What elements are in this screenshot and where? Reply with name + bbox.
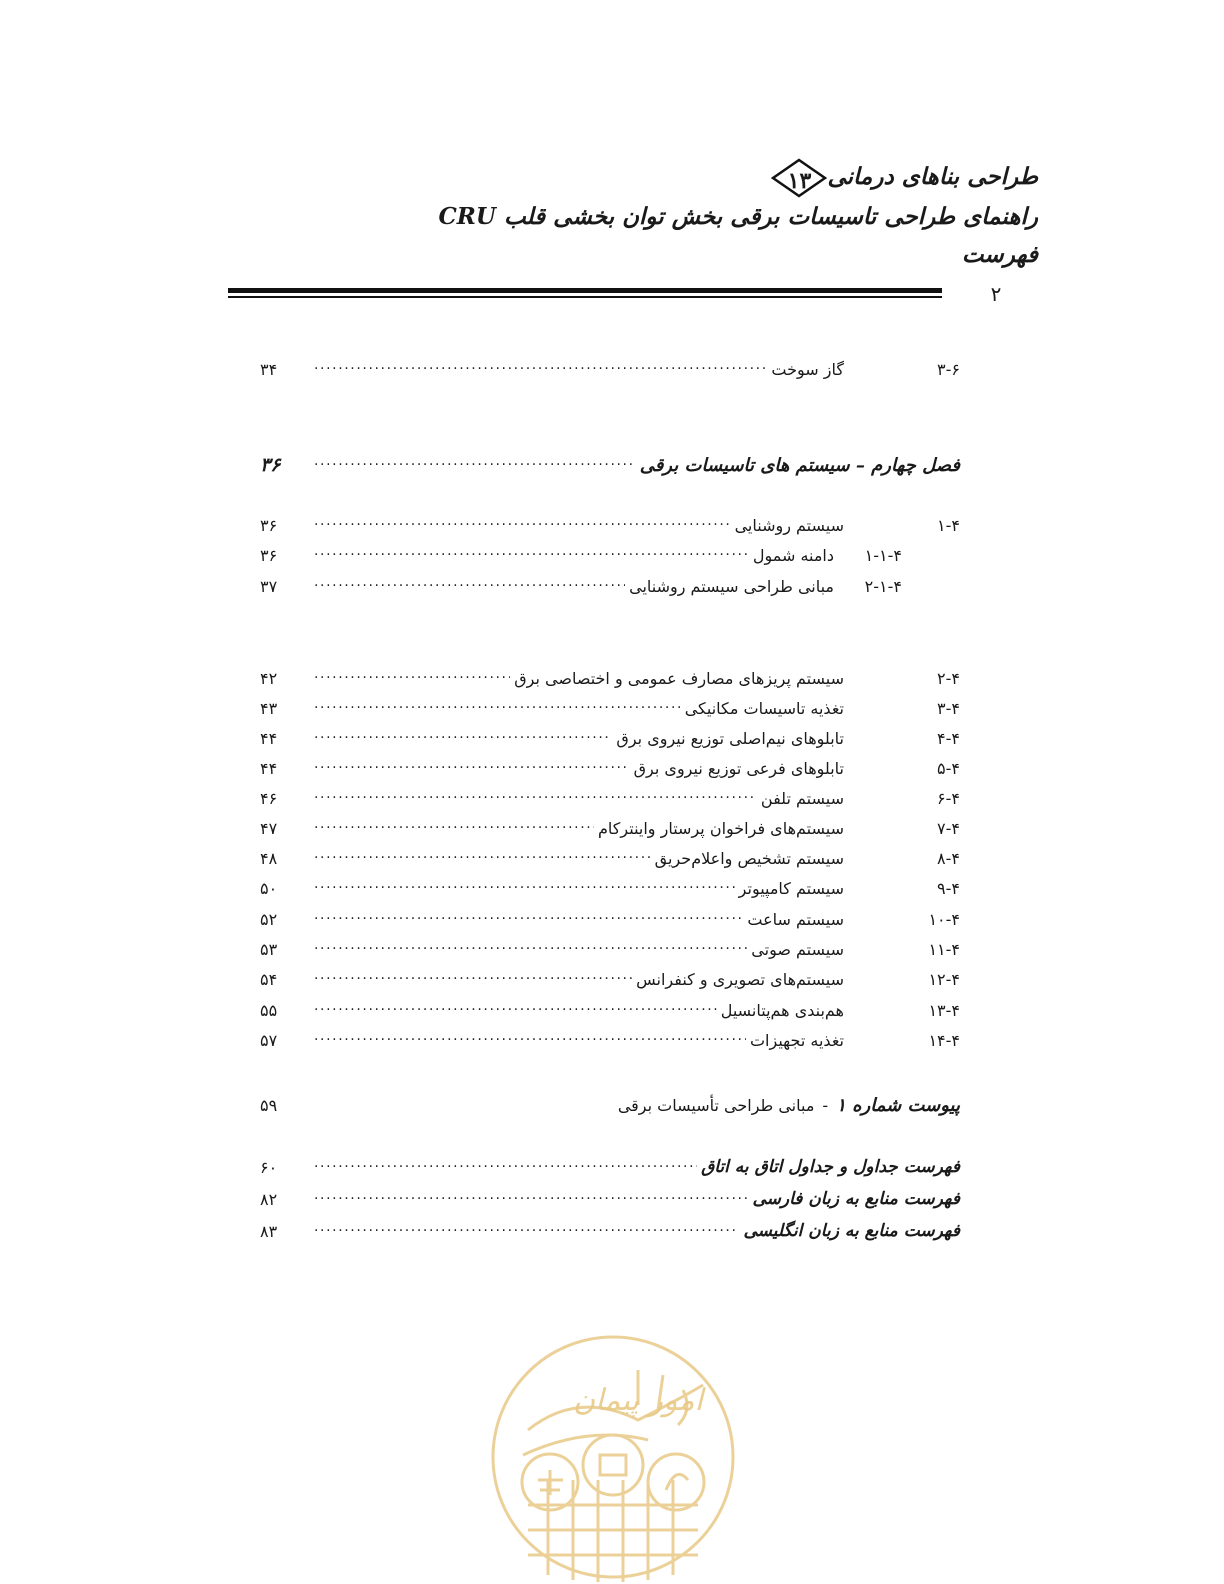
toc-entry-title: سیستم‌های فراخوان پرستار واینترکام <box>598 818 844 838</box>
dot-leader <box>314 730 612 746</box>
toc-entry-page: ۴۴ <box>260 728 278 748</box>
index-page: ۶۰ <box>260 1157 278 1177</box>
dot-leader <box>314 1159 697 1175</box>
index-page: ۸۳ <box>260 1221 278 1241</box>
toc-entry-title: سیستم ساعت <box>747 909 844 929</box>
toc-subentry-title: دامنه شمول <box>752 545 834 565</box>
toc-entry-title: سیستم‌های تصویری و کنفرانس <box>636 969 844 989</box>
toc-subentry-title: مبانی طراحی سیستم روشنایی <box>629 576 834 596</box>
toc-entry <box>260 813 960 843</box>
series-title <box>438 158 1038 198</box>
dot-leader <box>314 911 743 927</box>
appendix-separator: - <box>822 1095 829 1115</box>
toc-entry-page: ۵۰ <box>260 878 278 898</box>
appendix-title: مبانی طراحی تأسیسات برقی <box>617 1095 815 1115</box>
toc-entry-number: ۶-۴ <box>937 788 960 808</box>
toc-entry-page: ۳۶ <box>260 515 278 535</box>
toc-subentry-page: ۳۷ <box>260 576 278 596</box>
chapter-title: فصل چهارم – سیستم های تاسیسات برقی <box>639 454 960 476</box>
toc-index-tables <box>260 1152 960 1182</box>
dot-leader <box>314 1191 748 1207</box>
toc-entry <box>260 723 960 753</box>
index-title: فهرست منابع به زبان انگلیسی <box>743 1221 960 1241</box>
dot-leader <box>314 820 594 836</box>
index-title: فهرست منابع به زبان فارسی <box>752 1189 960 1209</box>
dot-leader <box>314 1223 739 1239</box>
toc-entry <box>260 693 960 723</box>
dot-leader <box>314 850 651 866</box>
appendix-page: ۵۹ <box>260 1095 278 1115</box>
toc-entry-page: ۵۴ <box>260 969 278 989</box>
toc-entry-title: سیستم تشخیص واعلام‌حریق <box>654 848 844 868</box>
dot-leader <box>314 361 767 377</box>
dot-leader <box>314 971 632 987</box>
toc-entry-title: سیستم پریزهای مصارف عمومی و اختصاصی برق <box>514 668 844 688</box>
toc-subentry-page: ۳۶ <box>260 545 278 565</box>
toc-entry-number: ۲-۴ <box>937 668 960 688</box>
toc-entry-title: تابلوهای نیم‌اصلی توزیع نیروی برق <box>616 728 844 748</box>
dot-leader <box>314 670 510 686</box>
toc-entry-number: ۹-۴ <box>937 878 960 898</box>
dot-leader <box>314 457 636 473</box>
toc-entry-title: سیستم کامپیوتر <box>738 878 844 898</box>
toc-subentry-scope <box>260 540 960 570</box>
toc-entry-number: ۱-۴ <box>937 515 960 535</box>
toc-entry-page: ۴۴ <box>260 758 278 778</box>
header-rule-thick <box>228 288 942 293</box>
toc-appendix-1 <box>260 1090 960 1120</box>
toc-entry-number: ۱۱-۴ <box>928 939 960 959</box>
toc-entry-number: ۷-۴ <box>937 818 960 838</box>
dot-leader <box>314 880 735 896</box>
toc-entry-number: ۱۲-۴ <box>928 969 960 989</box>
toc-entry-title: سیستم روشنایی <box>734 515 844 535</box>
toc-entry <box>260 1025 960 1055</box>
watermark-text: امور پیمان <box>573 1383 703 1418</box>
series-number-badge <box>771 158 827 198</box>
toc-subentry-number: ۱-۱-۴ <box>864 545 902 565</box>
dot-leader <box>314 1032 746 1048</box>
toc-entry <box>260 753 960 783</box>
toc-chapter-4 <box>260 450 960 480</box>
toc-entry-page: ۴۷ <box>260 818 278 838</box>
toc-entry <box>260 995 960 1025</box>
toc-entry <box>260 964 960 994</box>
dot-leader <box>314 517 731 533</box>
toc-entry-title: تابلوهای فرعی توزیع نیروی برق <box>633 758 844 778</box>
section-title: فهرست <box>961 241 1038 268</box>
index-page: ۸۲ <box>260 1189 278 1209</box>
toc-entry <box>260 934 960 964</box>
document-header <box>438 158 1038 274</box>
toc-entry-number: ۳-۴ <box>937 698 960 718</box>
toc-entry-title: گاز سوخت <box>771 359 844 379</box>
toc-entry <box>260 904 960 934</box>
toc-entry-page: ۳۴ <box>260 359 278 379</box>
toc-subentry-number: ۲-۱-۴ <box>864 576 902 596</box>
toc-entry-page: ۵۳ <box>260 939 278 959</box>
toc-entry-title: هم‌بندی هم‌پتانسیل <box>720 1000 844 1020</box>
dot-leader <box>314 760 630 776</box>
toc-entry-title: تغذیه تاسیسات مکانیکی <box>684 698 844 718</box>
toc-index-persian-refs <box>260 1184 960 1214</box>
toc-entry-number: ۸-۴ <box>937 848 960 868</box>
toc-entry-page: ۴۸ <box>260 848 278 868</box>
series-title-text: طراحی بناهای درمانی <box>827 163 1038 190</box>
toc-entry <box>260 663 960 693</box>
index-title: فهرست جداول و جداول اتاق به اتاق <box>701 1157 960 1177</box>
dot-leader <box>314 790 757 806</box>
toc-subentry-lighting-design <box>260 571 960 601</box>
toc-entry-number: ۳-۶ <box>937 359 960 379</box>
toc-entry-number: ۵-۴ <box>937 758 960 778</box>
toc-entry-title: تغذیه تجهیزات <box>749 1030 844 1050</box>
page-number: ۲ <box>990 282 1002 306</box>
dot-leader <box>314 941 747 957</box>
toc-entry-page: ۴۶ <box>260 788 278 808</box>
toc-entry-page: ۵۲ <box>260 909 278 929</box>
toc-entry-lighting <box>260 510 960 540</box>
appendix-label: پیوست شماره ۱ <box>836 1094 960 1116</box>
toc-index-english-refs <box>260 1216 960 1246</box>
toc-entry-page: ۵۵ <box>260 1000 278 1020</box>
toc-entry-page: ۴۳ <box>260 698 278 718</box>
dot-leader <box>314 1002 717 1018</box>
toc-entry-title: سیستم تلفن <box>760 788 844 808</box>
toc-entry-number: ۱۴-۴ <box>928 1030 960 1050</box>
toc-entry-page: ۴۲ <box>260 668 278 688</box>
dot-leader <box>314 547 749 563</box>
series-number: ۱۳ <box>787 168 812 194</box>
watermark-logo-icon <box>488 1330 738 1584</box>
toc-entry-number: ۴-۴ <box>937 728 960 748</box>
chapter-page: ۳۶ <box>260 454 281 476</box>
toc-entry-number: ۱۰-۴ <box>928 909 960 929</box>
toc-entry-number: ۱۳-۴ <box>928 1000 960 1020</box>
toc-entry <box>260 843 960 873</box>
dot-leader <box>314 578 625 594</box>
document-title: راهنمای طراحی تاسیسات برقی بخش توان بخشی قلب CRU <box>438 203 1038 230</box>
dot-leader <box>314 700 681 716</box>
toc-entry-gas <box>260 354 960 384</box>
toc-entry-title: سیستم صوتی <box>751 939 844 959</box>
header-rule-thin <box>228 296 942 298</box>
toc-entry <box>260 873 960 903</box>
toc-entry-page: ۵۷ <box>260 1030 278 1050</box>
toc-entry <box>260 783 960 813</box>
